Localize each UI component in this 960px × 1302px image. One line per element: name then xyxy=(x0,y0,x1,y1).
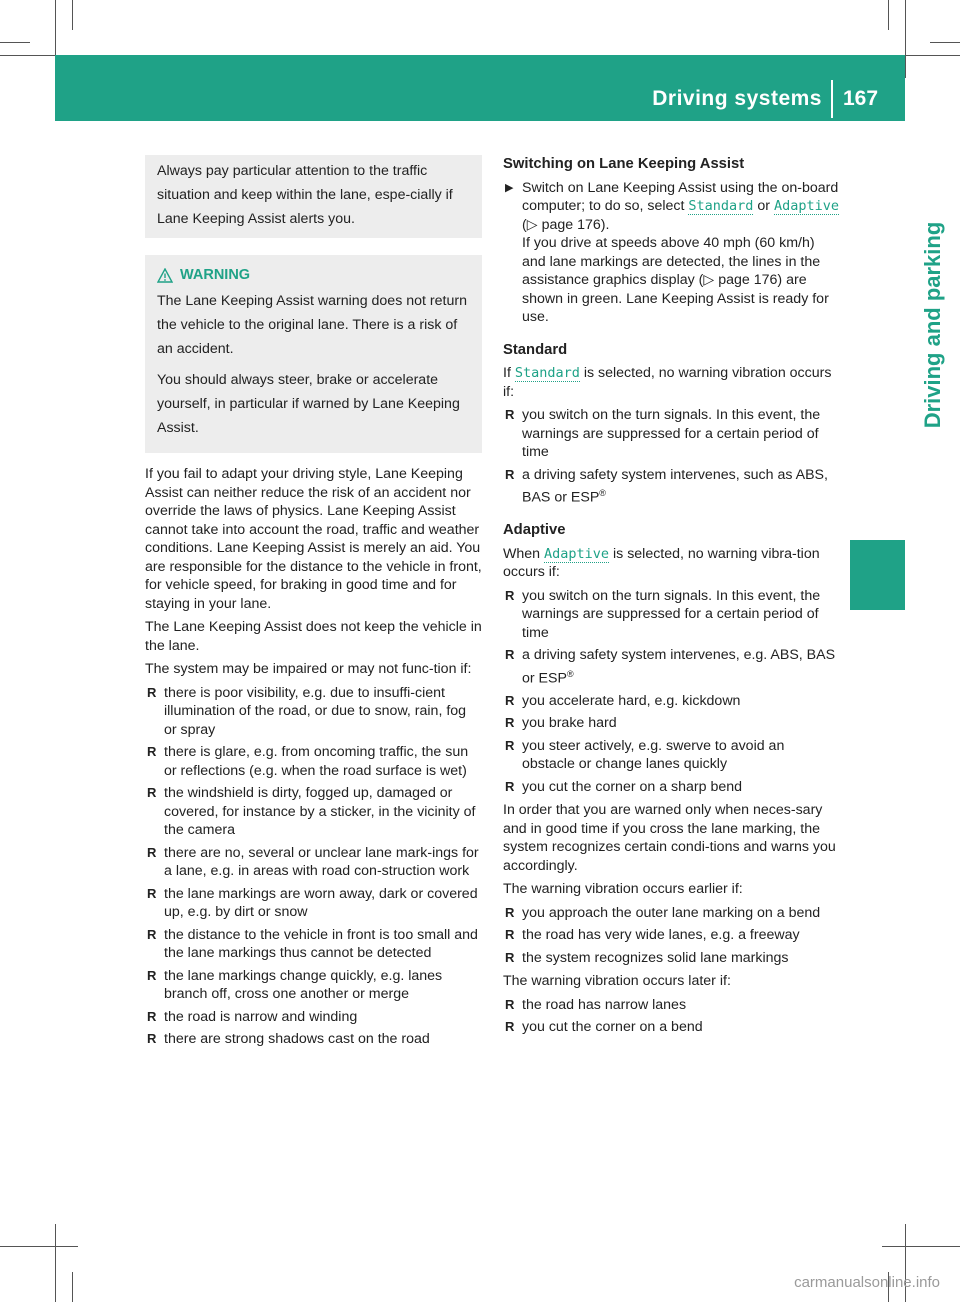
section-side-label xyxy=(905,121,960,529)
section-label-text: Driving and parking xyxy=(919,221,945,429)
bullet-icon: R xyxy=(505,927,515,943)
list-item xyxy=(503,692,840,711)
later-list xyxy=(503,996,840,1037)
bullet-icon: R xyxy=(147,967,157,983)
list-item xyxy=(145,1008,482,1027)
bullet-icon: R xyxy=(505,778,515,794)
list-item-text: there are no, several or unclear lane mark-ings for a lane, e.g. in areas with road con-struction work xyxy=(164,844,479,879)
list-item xyxy=(503,406,840,462)
list-item xyxy=(503,466,840,508)
warning-box xyxy=(145,255,482,453)
warning-text: The Lane Keeping Assist warning does not return the vehicle to the original lane. There is a risk of an accident. xyxy=(157,293,467,357)
step-text: Switch on Lane Keeping Assist using the on-board computer; to do so, select xyxy=(522,179,839,214)
list-item-text: you cut the corner on a bend xyxy=(522,1019,703,1036)
text: is selected, no warning vibra-tion occurs if: xyxy=(503,545,820,581)
bullet-icon: R xyxy=(147,684,157,700)
list-item xyxy=(503,1018,840,1037)
list-item xyxy=(503,904,840,923)
bullet-icon: R xyxy=(147,844,157,860)
page-ref-icon: ▷ xyxy=(526,216,538,233)
crop-mark xyxy=(72,0,73,30)
list-item xyxy=(503,949,840,968)
page-reference: page 176). xyxy=(541,216,610,233)
list-item xyxy=(503,646,840,688)
list-item-text: there are strong shadows cast on the road xyxy=(164,1031,430,1047)
list-item-text: you switch on the turn signals. In this event, the warnings are suppressed for a certain period of time xyxy=(522,587,821,641)
list-item xyxy=(145,844,482,881)
list-item-text: you switch on the turn signals. In this event, the warnings are suppressed for a certain period of time xyxy=(522,407,821,460)
list-item xyxy=(145,684,482,740)
list-item xyxy=(503,587,840,643)
warning-text: You should always steer, brake or accelerate yourself, in particular if warned by Lane Keeping Assist. xyxy=(157,372,460,436)
list-item xyxy=(145,784,482,840)
paragraph: The Lane Keeping Assist does not keep the vehicle in the lane. xyxy=(145,619,482,654)
paragraph: The warning vibration occurs earlier if: xyxy=(503,881,743,898)
crop-mark xyxy=(888,0,889,30)
list-item xyxy=(503,996,840,1015)
list-item xyxy=(503,714,840,733)
crop-mark xyxy=(905,0,906,78)
crop-mark xyxy=(72,1272,73,1302)
warning-heading xyxy=(157,263,470,287)
section-tab xyxy=(850,540,905,610)
list-item-text: the lane markings are worn away, dark or covered up, e.g. by dirt or snow xyxy=(164,885,478,920)
section-heading: Switching on Lane Keeping Assist xyxy=(503,156,745,172)
left-column xyxy=(145,155,482,1054)
page-reference: page 176) are shown in green. Lane Keeping Assist is ready for use. xyxy=(522,272,829,325)
paragraph xyxy=(503,364,840,401)
list-item xyxy=(503,778,840,797)
list-item-text: the windshield is dirty, fogged up, damaged or covered, for instance by a sticker, in the vicinity of the camera xyxy=(164,785,476,838)
bullet-icon: R xyxy=(505,715,515,731)
bullet-icon: R xyxy=(505,587,515,603)
list-item-text: the distance to the vehicle in front is too small and the lane markings thus cannot be detected xyxy=(164,926,478,961)
paragraph: If you fail to adapt your driving style, Lane Keeping Assist can neither reduce the risk of an accident nor override the laws of physics. Lane Keeping Assist cannot take into account the road, traffic and weather conditions. Lane Keeping Assist is merely an aid. You are responsible for the distance to the vehicle in front, for vehicle speed, for braking in good time and for staying in your lane. xyxy=(145,466,482,612)
bullet-icon: R xyxy=(505,737,515,753)
impairment-list xyxy=(145,684,482,1049)
menu-option-adaptive: Adaptive xyxy=(773,198,839,214)
crop-mark xyxy=(930,42,960,43)
paragraph: The warning vibration occurs later if: xyxy=(503,973,731,990)
text: When xyxy=(503,545,541,562)
adaptive-list xyxy=(503,587,840,797)
subheading-adaptive: Adaptive xyxy=(503,522,566,539)
list-item-text: you brake hard xyxy=(522,715,617,732)
bullet-icon: R xyxy=(147,1008,157,1024)
instruction-step: ▶ Switch on Lane Keeping Assist using the on-board computer; to do so, select Standard or Adaptive (▷ page 176). If you drive at speeds above 40 mph (60 km/h) and lane markings are detected, the lines in the assistance graphics display (▷ page 176) are shown in green. Lane Keeping Assist is ready for use. xyxy=(505,179,839,325)
step-text: or xyxy=(757,198,771,214)
menu-option-standard: Standard xyxy=(514,365,580,381)
crop-mark xyxy=(0,42,30,43)
paragraph: In order that you are warned only when neces-sary and in good time if you cross the lane marking, the system recognizes certain condi-tions and warns you accordingly. xyxy=(503,802,836,874)
list-item xyxy=(145,926,482,963)
list-item-text: the system recognizes solid lane markings xyxy=(522,949,789,966)
header-title: Driving systems xyxy=(652,87,822,110)
text: is selected, no warning vibration occurs if: xyxy=(503,365,832,400)
list-item-text: there is glare, e.g. from oncoming traffic, the sun or reflections (e.g. when the road surface is wet) xyxy=(164,744,469,779)
warning-title: WARNING xyxy=(180,267,251,283)
step-arrow-icon: ▶ xyxy=(505,181,514,194)
bullet-icon: R xyxy=(505,692,515,708)
bullet-icon: R xyxy=(147,885,157,901)
list-item xyxy=(145,743,482,780)
list-item-text: you steer actively, e.g. swerve to avoid an obstacle or change lanes quickly xyxy=(522,737,785,773)
bullet-icon: R xyxy=(505,949,515,965)
list-item-text: the road has very wide lanes, e.g. a freeway xyxy=(522,927,800,944)
bullet-icon: R xyxy=(147,744,157,759)
subheading-standard: Standard xyxy=(503,341,568,358)
header-divider xyxy=(831,80,833,118)
warning-triangle-icon xyxy=(157,268,173,283)
list-item-text: you accelerate hard, e.g. kickdown xyxy=(522,692,741,709)
bullet-icon: R xyxy=(147,926,157,942)
bullet-icon: R xyxy=(505,647,515,663)
bullet-icon: R xyxy=(147,785,157,800)
right-column xyxy=(503,155,840,1042)
step-text: If you drive at speeds above 40 mph (60 km/h) and lane markings are detected, the lines in the assistance graphics display ( xyxy=(522,235,821,288)
list-item xyxy=(503,737,840,774)
page-ref-icon: ▷ xyxy=(703,272,715,288)
menu-option-standard: Standard xyxy=(688,198,754,214)
list-item-text: a driving safety system intervenes, e.g. ABS, BAS or ESP xyxy=(522,647,836,687)
bullet-icon: R xyxy=(505,1019,515,1035)
crop-mark xyxy=(882,1246,960,1247)
list-item xyxy=(145,885,482,922)
note-box: Always pay particular attention to the traffic situation and keep within the lane, espe-cially if Lane Keeping Assist alerts you. xyxy=(145,155,482,238)
list-item-text: the road has narrow lanes xyxy=(522,996,687,1013)
list-item-text: the lane markings change quickly, e.g. lanes branch off, cross one another or merge xyxy=(164,967,443,1002)
list-item-text: you cut the corner on a sharp bend xyxy=(522,778,743,795)
bullet-icon: R xyxy=(147,1031,157,1046)
registered-mark: ® xyxy=(599,488,606,498)
bullet-icon: R xyxy=(505,996,515,1012)
bullet-icon: R xyxy=(505,466,515,482)
text: If xyxy=(503,365,511,381)
menu-option-adaptive: Adaptive xyxy=(544,545,610,562)
crop-mark xyxy=(55,1224,56,1302)
paragraph: The system may be impaired or may not func-tion if: xyxy=(145,661,472,677)
watermark: carmanualsonline.info xyxy=(794,1274,940,1291)
page-number: 167 xyxy=(843,87,879,110)
list-item-text: a driving safety system intervenes, such as ABS, BAS or ESP xyxy=(522,466,828,506)
registered-mark: ® xyxy=(566,668,574,679)
list-item xyxy=(503,926,840,945)
list-item xyxy=(145,967,482,1004)
crop-mark xyxy=(0,1246,78,1247)
bullet-icon: R xyxy=(505,904,515,920)
list-item xyxy=(145,1030,482,1049)
bullet-icon: R xyxy=(505,407,515,422)
earlier-list xyxy=(503,904,840,968)
list-item-text: there is poor visibility, e.g. due to insuffi-cient illumination of the road, or due to snow, rain, fog or spray xyxy=(164,684,467,738)
paragraph xyxy=(503,545,840,582)
list-item-text: the road is narrow and winding xyxy=(164,1008,358,1025)
standard-list xyxy=(503,406,840,507)
list-item-text: you approach the outer lane marking on a bend xyxy=(522,904,821,921)
